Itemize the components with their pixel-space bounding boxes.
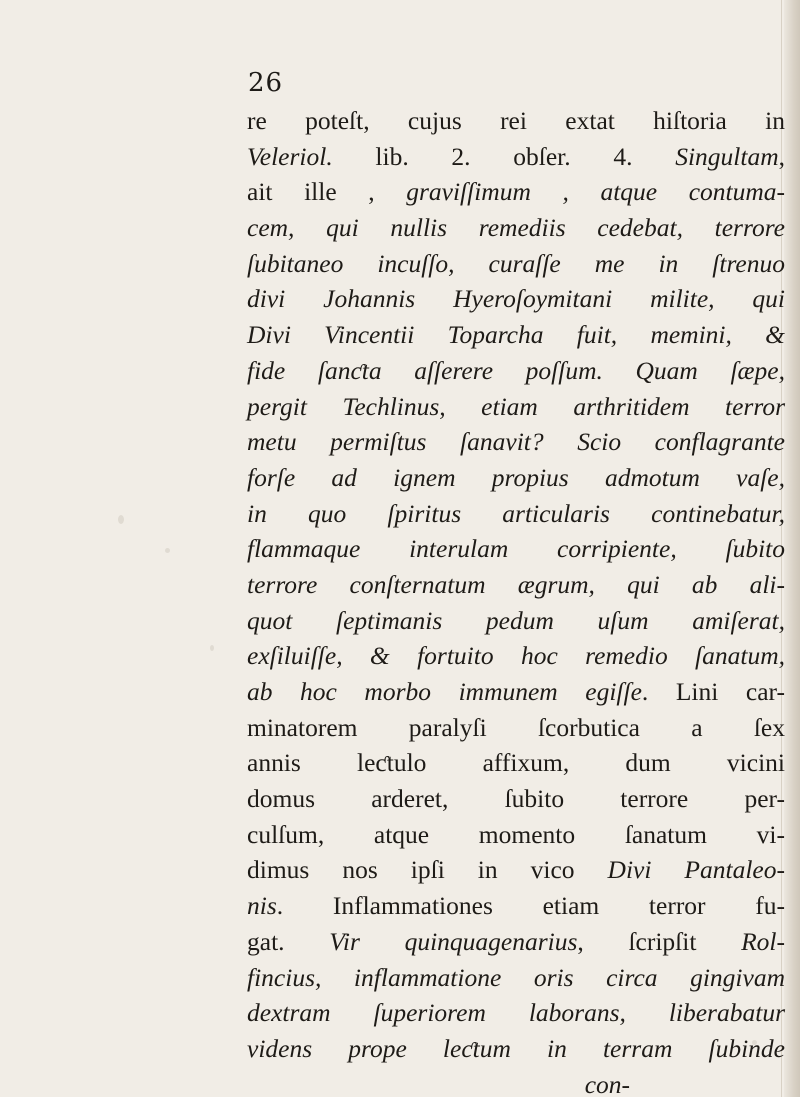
roman-text: gat. xyxy=(247,926,330,956)
italic-text: flammaque interulam corripiente, ſubito xyxy=(247,534,785,564)
text-line xyxy=(247,139,785,175)
roman-text: lib. 2. obſer. 4. xyxy=(332,141,676,171)
text-line xyxy=(247,674,785,710)
text-line xyxy=(247,995,785,1031)
body-text xyxy=(247,103,785,1097)
roman-text: annis leƈtulo affixum, dum vicini xyxy=(247,748,785,778)
text-line xyxy=(247,1031,785,1067)
italic-text: in quo ſpiritus articularis continebatur, xyxy=(247,498,785,528)
text-line xyxy=(247,888,785,924)
roman-text: minatorem paralyſi ſcorbutica a ſex xyxy=(247,712,785,742)
text-line xyxy=(247,210,785,246)
text-line xyxy=(247,567,785,603)
italic-text: nis xyxy=(247,891,277,921)
paper-speck xyxy=(210,645,214,651)
text-line xyxy=(247,852,785,888)
roman-text: , ſcripſit xyxy=(577,926,742,956)
text-line xyxy=(247,317,785,353)
text-line xyxy=(247,603,785,639)
italic-text: Veleriol. xyxy=(247,141,333,171)
italic-text: videns prope leƈtum in terram ſubinde xyxy=(247,1033,785,1063)
italic-text: Vir quinquagenarius xyxy=(329,926,578,956)
text-line xyxy=(247,174,785,210)
paper-speck xyxy=(118,515,124,524)
italic-text: graviſſimum , atque contuma- xyxy=(406,177,785,207)
italic-text: terrore conſternatum ægrum, qui ab ali- xyxy=(247,569,785,599)
text-line xyxy=(247,389,785,425)
roman-text: . Lini car- xyxy=(641,677,785,706)
roman-text: , xyxy=(778,141,785,171)
text-line xyxy=(247,960,785,996)
roman-text: . Inflammationes etiam terror fu- xyxy=(276,891,785,921)
catchword: con- xyxy=(584,1069,630,1097)
italic-text: metu permiſtus ſanavit? Scio conflagrante xyxy=(247,427,785,457)
roman-text: culſum, atque momento ſanatum vi- xyxy=(247,819,785,849)
text-line xyxy=(247,281,785,317)
italic-text: fide ſanƈta aſſerere poſſum. Quam ſæpe, xyxy=(247,355,785,385)
text-line xyxy=(247,710,785,746)
italic-text: Divi Pantaleo- xyxy=(607,855,785,885)
italic-text: quot ſeptimanis pedum uſum amiſerat, xyxy=(247,605,785,635)
text-line xyxy=(247,781,785,817)
text-line xyxy=(247,496,785,532)
italic-text: Divi Vincentii Toparcha fuit, memini, & xyxy=(247,320,785,350)
page-edge-shadow xyxy=(784,0,800,1097)
text-line xyxy=(247,817,785,853)
text-line xyxy=(247,424,785,460)
italic-text: divi Johannis Hyeroſoymitani milite, qui xyxy=(247,284,785,314)
roman-text: dimus nos ipſi in vico xyxy=(247,855,608,885)
text-line xyxy=(247,638,785,674)
italic-text: forſe ad ignem propius admotum vaſe, xyxy=(247,462,785,492)
paper-speck xyxy=(165,548,170,553)
italic-text: fincius, inflammatione oris circa gingivam xyxy=(247,962,785,992)
roman-text: domus arderet, ſubito terrore per- xyxy=(247,784,785,814)
text-line xyxy=(247,745,785,781)
text-line xyxy=(247,353,785,389)
text-line xyxy=(247,103,785,139)
roman-text: re poteſt, cujus rei extat hiſtoria in xyxy=(247,106,785,135)
text-line xyxy=(247,246,785,282)
text-line xyxy=(247,924,785,960)
italic-text: dextram ſuperiorem laborans, liberabatur xyxy=(247,998,785,1028)
italic-text: pergit Techlinus, etiam arthritidem terror xyxy=(247,391,785,421)
roman-text: ait ille , xyxy=(247,177,407,207)
italic-text: Singultam xyxy=(675,141,779,171)
italic-text: cem, qui nullis remediis cedebat, terrore xyxy=(247,213,785,243)
italic-text: ſubitaneo incuſſo, curaſſe me in ſtrenuo xyxy=(247,248,785,278)
text-line xyxy=(247,531,785,567)
page-number: 26 xyxy=(248,68,284,98)
italic-text: Rol- xyxy=(741,926,786,956)
italic-text: exſiluiſſe, & fortuito hoc remedio ſanatum, xyxy=(247,641,785,671)
italic-text: ab hoc morbo immunem egiſſe xyxy=(247,677,642,706)
text-line xyxy=(247,460,785,496)
